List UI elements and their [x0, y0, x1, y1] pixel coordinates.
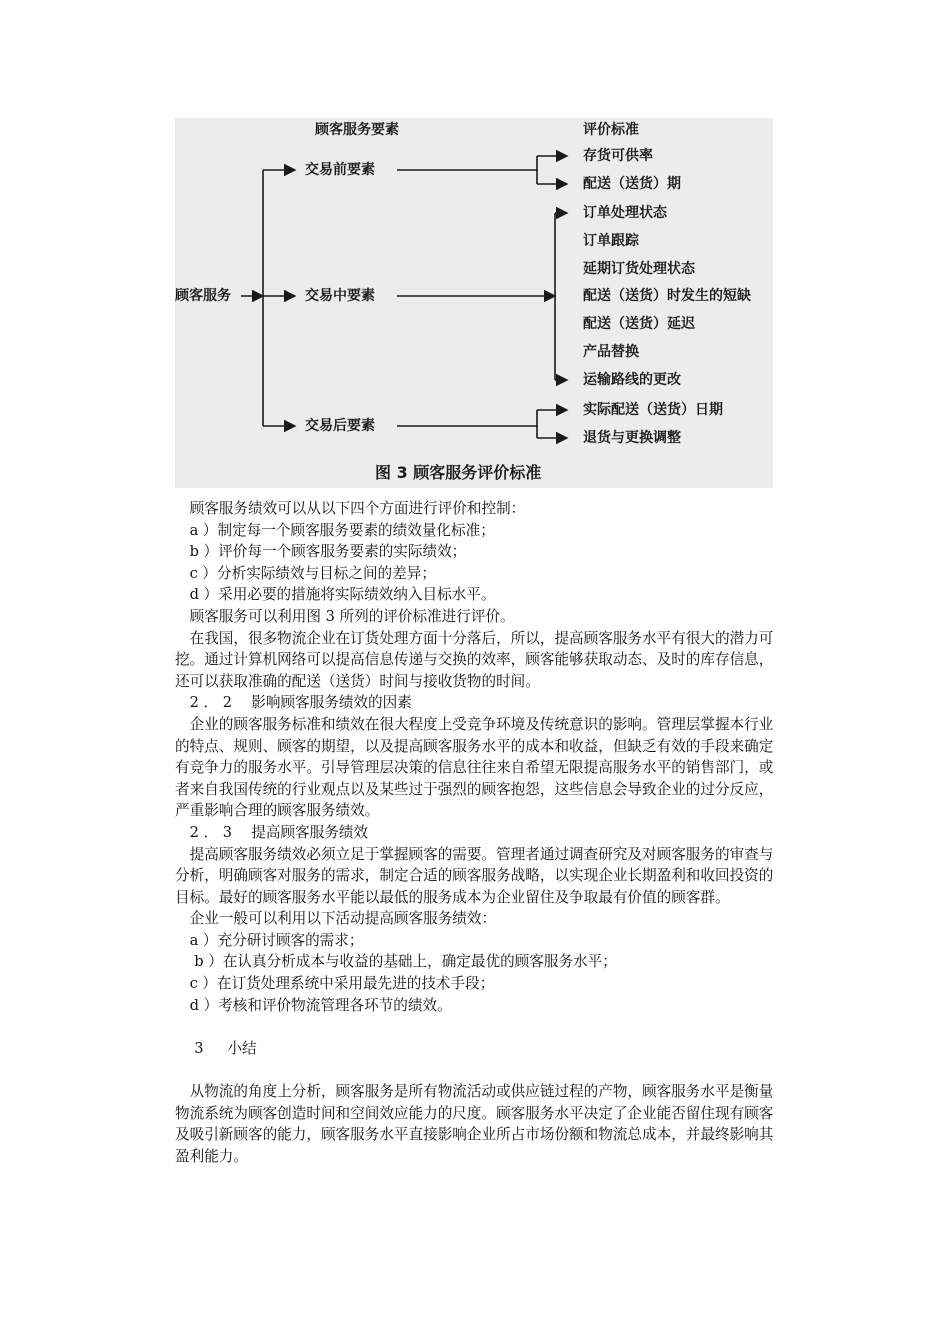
list-item: b ）在认真分析成本与收益的基础上，确定最优的顾客服务水平；	[175, 953, 617, 971]
section-heading: 2 ． 2 影响顾客服务绩效的因素	[175, 694, 412, 712]
paragraph: 企业一般可以利用以下活动提高顾客服务绩效：	[175, 910, 497, 928]
service-evaluation-figure	[175, 118, 773, 488]
criteria-item: 退货与更换调整	[583, 430, 681, 446]
criteria-item: 配送（送货）期	[583, 176, 681, 192]
figure-element-mid: 交易中要素	[305, 288, 375, 304]
criteria-item: 存货可供率	[583, 148, 653, 164]
section-heading: 2 ． 3 提高顾客服务绩效	[175, 823, 369, 841]
list-item: c ）在订货处理系统中采用最先进的技术手段；	[175, 975, 495, 993]
list-item: d ）考核和评价物流管理各环节的绩效。	[175, 996, 452, 1014]
figure-caption: 图 3 顾客服务评价标准	[375, 463, 542, 482]
list-item: a ）制定每一个顾客服务要素的绩效量化标准；	[175, 521, 495, 539]
criteria-item: 订单处理状态	[583, 205, 667, 221]
criteria-item: 运输路线的更改	[583, 372, 681, 388]
criteria-item: 配送（送货）延迟	[583, 316, 695, 332]
article-body	[175, 498, 775, 1167]
paragraph: 提高顾客服务绩效必须立足于掌握顾客的需要。管理者通过调查研究及对顾客服务的审查与分析，明确顾客对服务的需求，制定合适的顾客服务战略，以实现企业长期盈利和收回投资的目标。最好的顾客服务水平能以最低的服务成本为企业留住及争取最有价值的顾客群。	[175, 845, 774, 906]
figure-header-elements: 顾客服务要素	[315, 122, 399, 138]
criteria-item: 配送（送货）时发生的短缺	[583, 288, 751, 304]
paragraph: 企业的顾客服务标准和绩效在很大程度上受竞争环境及传统意识的影响。管理层掌握本行业的特点、规则、顾客的期望，以及提高顾客服务水平的成本和收益，但缺乏有效的手段来确定有竞争力的服务水平。引导管理层决策的信息往往来自希望无限提高服务水平的销售部门，或者来自我国传统的行业观点以及某些过于强烈的顾客抱怨，这些信息会导致企业的过分反应，严重影响合理的顾客服务绩效。	[175, 715, 774, 820]
section-heading: 3 小结	[175, 1039, 257, 1057]
paragraph: 从物流的角度上分析，顾客服务是所有物流活动或供应链过程的产物，顾客服务水平是衡量物流系统为顾客创造时间和空间效应能力的尺度。顾客服务水平决定了企业能否留住现有顾客及吸引新顾客的能力，顾客服务水平直接影响企业所占市场份额和物流总成本，并最终影响其盈利能力。	[175, 1083, 774, 1165]
figure-element-post: 交易后要素	[305, 418, 375, 434]
criteria-item: 订单跟踪	[583, 233, 639, 249]
spacer	[175, 1059, 775, 1081]
paragraph: 在我国，很多物流企业在订货处理方面十分落后，所以，提高顾客服务水平有很大的潜力可挖。通过计算机网络可以提高信息传递与交换的效率，顾客能够获取动态、及时的库存信息，还可以获取准确的配送（送货）时间与接收货物的时间。	[175, 629, 774, 690]
spacer	[175, 1016, 775, 1038]
criteria-item: 实际配送（送货）日期	[583, 402, 723, 418]
figure-root-node: 顾客服务	[175, 288, 231, 304]
paragraph: 顾客服务绩效可以从以下四个方面进行评价和控制：	[175, 500, 526, 517]
list-item: b ）评价每一个顾客服务要素的实际绩效；	[175, 543, 467, 561]
list-item: d ）采用必要的措施将实际绩效纳入目标水平。	[175, 586, 496, 604]
figure-element-pre: 交易前要素	[305, 162, 375, 178]
criteria-item: 延期订货处理状态	[583, 261, 695, 277]
list-item: c ）分析实际绩效与目标之间的差异；	[175, 564, 436, 582]
figure-header-criteria: 评价标准	[583, 122, 639, 138]
list-item: a ）充分研讨顾客的需求；	[175, 931, 364, 949]
criteria-item: 产品替换	[583, 344, 639, 360]
paragraph: 顾客服务可以利用图 3 所列的评价标准进行评价。	[175, 607, 515, 625]
